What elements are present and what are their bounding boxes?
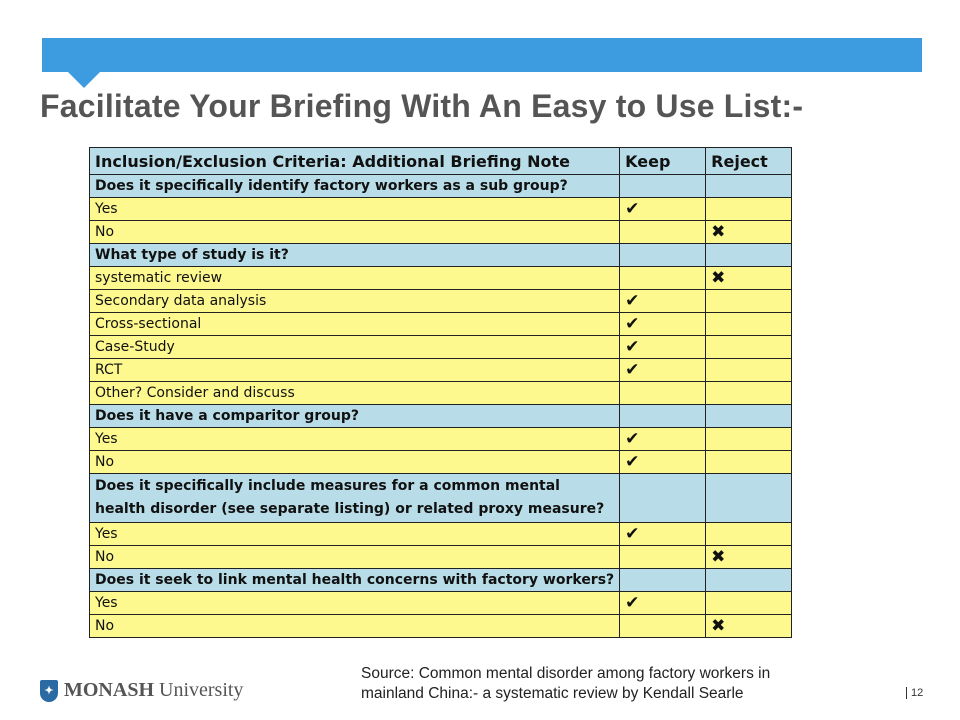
- table-row: [90, 221, 792, 244]
- criteria-cell: No: [90, 546, 620, 569]
- criteria-cell: systematic review: [90, 267, 620, 290]
- keep-cell: ✔: [620, 336, 706, 359]
- table-row: [90, 523, 792, 546]
- criteria-cell: Does it specifically identify factory workers as a sub group?: [90, 175, 620, 198]
- reject-cell: [706, 244, 792, 267]
- reject-cell: ✖: [706, 546, 792, 569]
- reject-cell: [706, 359, 792, 382]
- reject-cell: [706, 428, 792, 451]
- keep-cell: ✔: [620, 451, 706, 474]
- table-row: [90, 546, 792, 569]
- table-row: [90, 405, 792, 428]
- reject-cell: ✖: [706, 615, 792, 638]
- reject-cell: [706, 336, 792, 359]
- reject-cell: ✖: [706, 221, 792, 244]
- header-reject: Reject: [706, 148, 792, 175]
- table-row: [90, 336, 792, 359]
- table-row: [90, 569, 792, 592]
- criteria-cell: RCT: [90, 359, 620, 382]
- table-row: [90, 359, 792, 382]
- keep-cell: [620, 221, 706, 244]
- criteria-cell: Secondary data analysis: [90, 290, 620, 313]
- criteria-cell: Cross-sectional: [90, 313, 620, 336]
- keep-cell: ✔: [620, 359, 706, 382]
- table-row: [90, 474, 792, 523]
- criteria-cell: Does it seek to link mental health concerns with factory workers?: [90, 569, 620, 592]
- reject-cell: [706, 523, 792, 546]
- reject-cell: [706, 405, 792, 428]
- table-row: [90, 175, 792, 198]
- reject-cell: [706, 474, 792, 523]
- table-header-row: [90, 148, 792, 175]
- criteria-cell: Other? Consider and discuss: [90, 382, 620, 405]
- reject-cell: ✖: [706, 267, 792, 290]
- keep-cell: [620, 405, 706, 428]
- table-row: [90, 428, 792, 451]
- criteria-cell: No: [90, 221, 620, 244]
- header-criteria: Inclusion/Exclusion Criteria: Additional Briefing Note: [90, 148, 620, 175]
- source-citation: [361, 664, 881, 704]
- criteria-cell: No: [90, 615, 620, 638]
- reject-cell: [706, 569, 792, 592]
- criteria-cell: Yes: [90, 592, 620, 615]
- criteria-cell: Does it have a comparitor group?: [90, 405, 620, 428]
- keep-cell: [620, 569, 706, 592]
- reject-cell: [706, 313, 792, 336]
- table-row: [90, 267, 792, 290]
- criteria-cell: What type of study is it?: [90, 244, 620, 267]
- keep-cell: ✔: [620, 428, 706, 451]
- criteria-table: [89, 147, 792, 638]
- keep-cell: [620, 474, 706, 523]
- monash-crest-icon: ✦: [40, 680, 58, 702]
- keep-cell: [620, 382, 706, 405]
- table-row: [90, 382, 792, 405]
- keep-cell: [620, 267, 706, 290]
- criteria-cell: Yes: [90, 523, 620, 546]
- criteria-cell: Does it specifically include measures for a common mental health disorder (see separate listing) or related proxy measure?: [90, 474, 620, 523]
- table-row: [90, 290, 792, 313]
- table-row: [90, 592, 792, 615]
- criteria-cell: Case-Study: [90, 336, 620, 359]
- criteria-cell: No: [90, 451, 620, 474]
- keep-cell: [620, 244, 706, 267]
- table-row: [90, 244, 792, 267]
- keep-cell: ✔: [620, 290, 706, 313]
- logo-wordmark-bold: MONASH: [64, 679, 154, 701]
- source-line-1: Source: Common mental disorder among factory workers in: [361, 665, 771, 682]
- keep-cell: [620, 175, 706, 198]
- header-accent-notch: [68, 72, 100, 88]
- reject-cell: [706, 175, 792, 198]
- source-line-2: mainland China:- a systematic review by Kendall Searle: [361, 685, 744, 702]
- keep-cell: ✔: [620, 313, 706, 336]
- keep-cell: [620, 615, 706, 638]
- reject-cell: [706, 592, 792, 615]
- monash-logo: [40, 679, 243, 702]
- logo-wordmark-rest: University: [154, 679, 244, 701]
- table-row: [90, 313, 792, 336]
- table-row: [90, 451, 792, 474]
- page-number: 12: [906, 687, 923, 699]
- reject-cell: [706, 290, 792, 313]
- criteria-cell: Yes: [90, 198, 620, 221]
- table-row: [90, 615, 792, 638]
- keep-cell: [620, 546, 706, 569]
- reject-cell: [706, 451, 792, 474]
- keep-cell: ✔: [620, 198, 706, 221]
- reject-cell: [706, 382, 792, 405]
- reject-cell: [706, 198, 792, 221]
- table-row: [90, 198, 792, 221]
- header-accent-bar: [42, 38, 922, 72]
- criteria-cell: Yes: [90, 428, 620, 451]
- keep-cell: ✔: [620, 592, 706, 615]
- slide-title: Facilitate Your Briefing With An Easy to Use List:-: [40, 88, 804, 124]
- header-keep: Keep: [620, 148, 706, 175]
- keep-cell: ✔: [620, 523, 706, 546]
